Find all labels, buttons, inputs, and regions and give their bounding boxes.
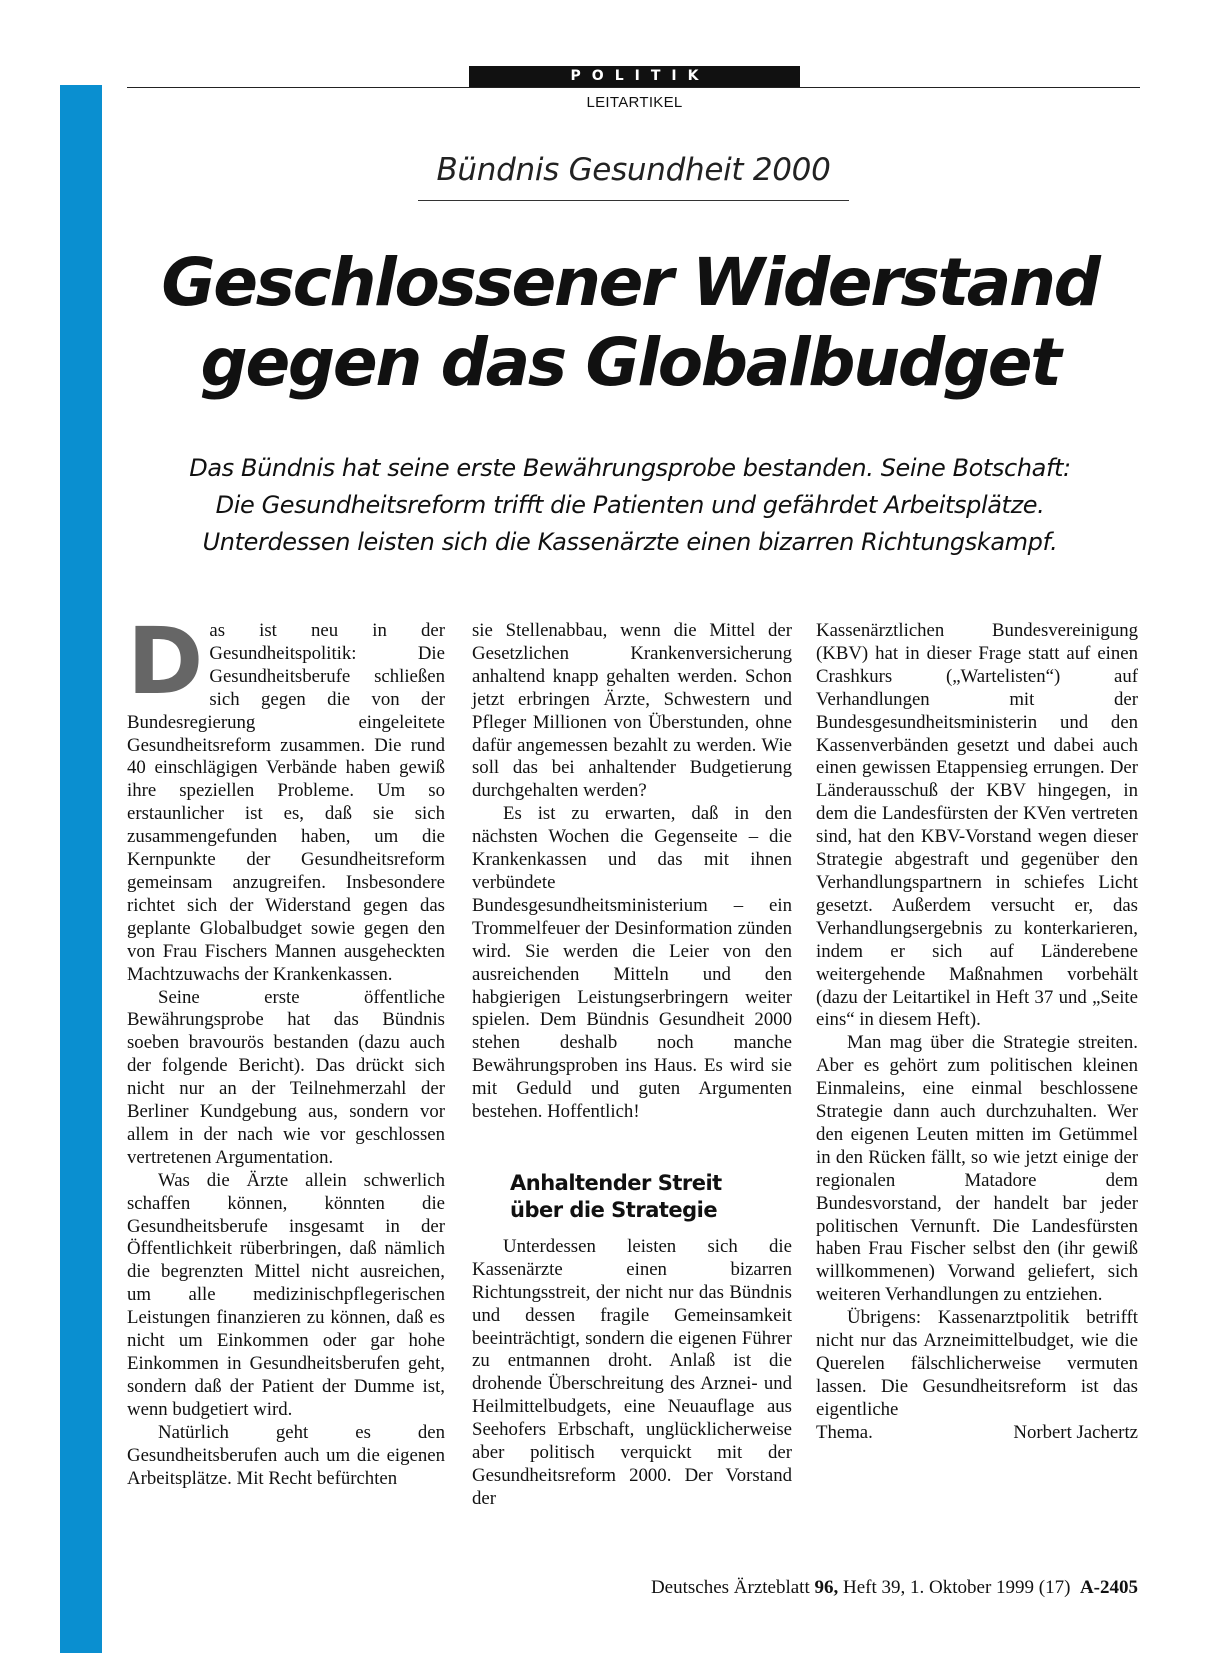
page-number: A-2405 <box>1079 1577 1138 1598</box>
paragraph: Seine erste öffentliche Bewährungsprobe hat das Bündnis soeben bravourös bestanden (dazu auch der folgende Bericht). Das drückt sich nicht nur an der Teilnehmerzahl der Berliner Kundgebung aus, sondern vor allem in der nach wie vor geschlossen vertretenen Argumentation. <box>127 986 445 1168</box>
closing-line <box>816 1422 1138 1445</box>
lead-line: Das Bündnis hat seine erste Bewährungsprobe bestanden. Seine Botschaft: <box>189 454 1071 482</box>
paragraph: sie Stellenabbau, wenn die Mittel der Gesetzlichen Krankenversicherung anhaltend knapp gehalten werden. Schon jetzt erbringen Ärzte, Schwestern und Pfleger Millionen von Überstunden, ohne dafür angemessen bezahlt zu werden. Wie soll das bei anhaltender Budgetierung durchgehalten werden? <box>472 620 792 802</box>
journal-name: Deutsches Ärzteblatt <box>650 1577 810 1598</box>
paragraph: Unterdessen leisten sich die Kassenärzte einen bizarren Richtungsstreit, der nicht nur das Bündnis und dessen fragile Gemeinsamkeit beeinträchtigt, sondern die eigenen Führer zu entmannen droht. Anlaß ist die drohende Überschreitung des Arznei- und Heilmittelbudgets, eine Neuauflage aus Seehofers Erbschaft, unglücklicherweise aber politisch verquickt mit der Gesundheitsreform 2000. Der Vorstand der <box>472 1235 792 1509</box>
article-headline <box>150 243 1110 403</box>
sidebar-color-bar <box>60 85 102 1653</box>
paragraph: Es ist zu erwarten, daß in den nächsten Wochen die Gegenseite – die Krankenkassen und das mit ihnen verbündete Bundesgesundheitsministerium – ein Trommelfeuer der Desinformation zünden wird. Sie werden die Leier von den ausreichenden Mitteln und den habgierigen Leistungserbringern weiter spielen. Dem Bündnis Gesundheit 2000 stehen deshalb noch manche Bewährungsproben ins Haus. Es wird sie mit Geduld und guten Argumenten bestehen. Hoffentlich! <box>472 803 792 1123</box>
subheading-line: über die Strategie <box>510 1197 718 1222</box>
page-footer <box>600 1577 1138 1599</box>
article-lead <box>150 450 1110 561</box>
text-column-1 <box>127 608 445 1490</box>
paragraph <box>127 608 445 987</box>
kicker-rule <box>418 200 849 201</box>
headline-line: Geschlossener Widerstand <box>161 244 1099 321</box>
subsection-label: LEITARTIKEL <box>586 94 683 111</box>
drop-cap: D <box>127 608 204 715</box>
text-column-2 <box>472 620 792 1511</box>
article-kicker: Bündnis Gesundheit 2000 <box>436 152 831 188</box>
volume-number: 96, <box>814 1577 839 1598</box>
lead-line: Unterdessen leisten sich die Kassenärzte einen bizarren Richtungskampf. <box>202 528 1058 556</box>
paragraph: Was die Ärzte allein schwerlich schaffen können, könnten die Gesundheitsberufe insgesamt in der Öffentlichkeit rüberbringen, daß nämlich die begrenzten Mittel nicht ausreichen, um alle medizinischpflegerischen Leistungen finanzieren zu können, daß es nicht um Einkommen oder gar hohe Einkommen in Gesundheitsberufen geht, sondern daß der Patient der Dumme ist, wenn budgetiert wird. <box>127 1169 445 1420</box>
author-signature: Norbert Jachertz <box>1013 1421 1138 1443</box>
header-rule <box>127 87 1140 88</box>
text-column-3 <box>816 620 1138 1445</box>
lead-line: Die Gesundheitsreform trifft die Patienten und gefährdet Arbeitsplätze. <box>215 491 1045 519</box>
issue-info: Heft 39, 1. Oktober 1999 (17) <box>843 1577 1071 1598</box>
paragraph-text: as ist neu in der Gesundheitspolitik: Die Gesundheitsberufe schließen sich gegen die von der Bundesregierung eingeleitete Gesundheitsreform zusammen. Die rund 40 einschlägigen Verbände haben gewiß ihre speziellen Probleme. Um so erstaunlicher ist es, daß sie sich zusammengefunden haben, um die Kernpunkte der Gesundheitsreform gemeinsam anzugreifen. Insbesondere richtet sich der Widerstand gegen das geplante Globalbudget sowie gegen den von Frau Fischers Mannen ausgeheckten Machtzuwachs der Krankenkassen. <box>127 620 445 985</box>
last-word: Thema. <box>816 1421 873 1443</box>
headline-line: gegen das Globalbudget <box>200 324 1060 401</box>
subheading-line: Anhaltender Streit <box>510 1170 722 1195</box>
paragraph: Übrigens: Kassenarztpolitik betrifft nicht nur das Arzneimittelbudget, wie die Querelen fälschlicherweise vermuten lassen. Die Gesundheitsreform ist das eigentliche <box>816 1307 1138 1420</box>
paragraph: Natürlich geht es den Gesundheitsberufen auch um die eigenen Arbeitsplätze. Mit Recht befürchten <box>127 1421 445 1489</box>
section-subheading <box>510 1170 792 1224</box>
paragraph: Man mag über die Strategie streiten. Aber es gehört zum politischen kleinen Einmaleins, eine einmal beschlossene Strategie dann auch durchzuhalten. Wer den eigenen Leuten mitten im Getümmel in den Rücken fällt, so wie jetzt einige der regionalen Matadore dem Bundesvorstand, der handelt bar jeder politischen Vernunft. Die Landesfürsten haben Frau Fischer selbst den (ihr gewiß willkommenen) Vorwand geliefert, sich weiteren Verhandlungen zu entziehen. <box>816 1032 1138 1306</box>
paragraph: Kassenärztlichen Bundesvereinigung (KBV) hat in dieser Frage statt auf einen Crashkurs („Wartelisten“) auf Verhandlungen mit der Bundesgesundheitsministerin und den Kassenverbänden gesetzt und dabei auch einen gewissen Etappensieg errungen. Der Länderausschuß der KBV hingegen, in dem die Landesfürsten der KVen vertreten sind, hat den KBV-Vorstand wegen dieser Strategie abgestraft und gegenüber den Verhandlungspartnern in schiefes Licht gesetzt. Außerdem versucht er, das Verhandlungsergebnis zu konterkarieren, indem er sich auf Länderebene weitergehende Maßnahmen vorbehält (dazu der Leitartikel in Heft 37 und „Seite eins“ in diesem Heft). <box>816 620 1138 1031</box>
section-label: POLITIK <box>469 66 800 87</box>
